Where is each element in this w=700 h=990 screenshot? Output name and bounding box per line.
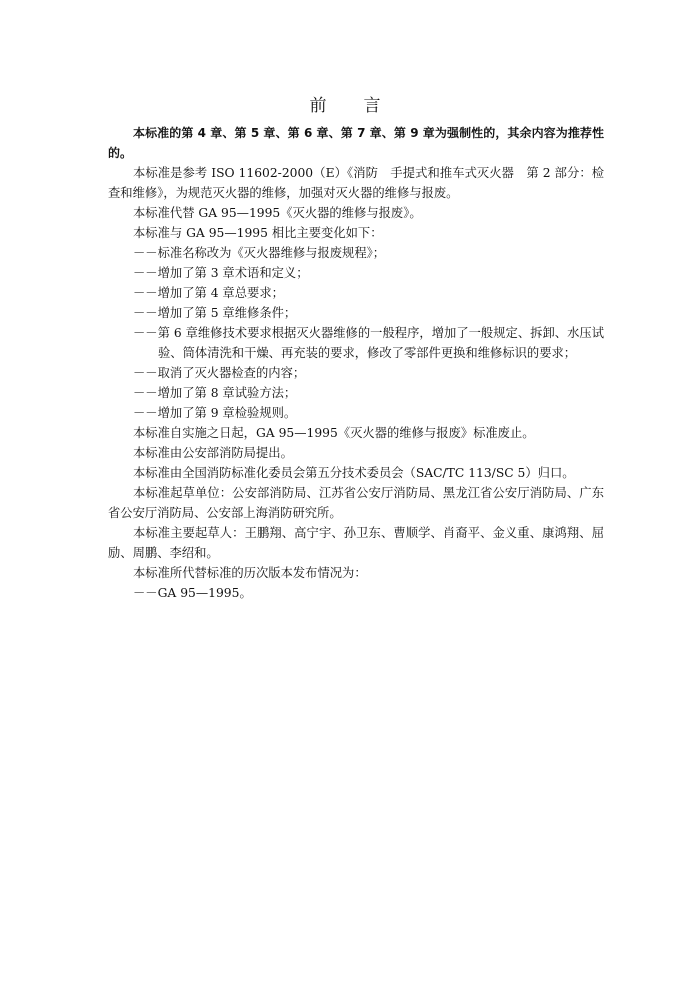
paragraph-centralized-by: 本标准由全国消防标准化委员会第五分技术委员会（SAC/TC 113/SC 5）归口。 xyxy=(133,466,575,480)
history-item: －－GA 95—1995。 xyxy=(133,586,252,600)
paragraph-reference: 本标准是参考 ISO 11602-2000（E）《消防 手提式和推车式灭火器 第 2 部分：检查和维修》，为规范灭火器的维修，加强对灭火器的维修与报废。 xyxy=(108,166,604,200)
paragraph-changes-intro: 本标准与 GA 95—1995 相比主要变化如下： xyxy=(133,226,383,240)
change-item: －－第 6 章维修技术要求根据灭火器维修的一般程序，增加了一般规定、拆卸、水压试验、筒体清洗和干燥、再充装的要求，修改了零部件更换和维修标识的要求； xyxy=(133,326,604,360)
paragraph-replaces: 本标准代替 GA 95—1995《灭火器的维修与报废》。 xyxy=(133,206,422,220)
paragraph-drafting-units: 本标准起草单位：公安部消防局、江苏省公安厅消防局、黑龙江省公安厅消防局、广东省公安厅消防局、公安部上海消防研究所。 xyxy=(108,486,604,520)
change-item: －－增加了第 4 章总要求； xyxy=(133,286,284,300)
paragraph-proposed-by: 本标准由公安部消防局提出。 xyxy=(133,446,293,460)
paragraph-history-intro: 本标准所代替标准的历次版本发布情况为： xyxy=(133,566,367,580)
change-item: －－标准名称改为《灭火器维修与报废规程》； xyxy=(133,246,386,260)
change-item: －－增加了第 9 章检验规则。 xyxy=(133,406,297,420)
paragraph-mandatory-clauses: 本标准的第 4 章、第 5 章、第 6 章、第 7 章、第 9 章为强制性的，其余内容为推荐性的。 xyxy=(108,126,604,160)
foreword-body xyxy=(108,123,604,603)
change-item: －－增加了第 8 章试验方法； xyxy=(133,386,297,400)
page-title: 前 言 xyxy=(309,96,391,116)
change-item: －－取消了灭火器检查的内容； xyxy=(133,366,306,380)
paragraph-drafters: 本标准主要起草人：王鹏翔、高宁宇、孙卫东、曹顺学、肖裔平、金义重、康鸿翔、屈励、周鹏、李绍和。 xyxy=(108,526,604,560)
paragraph-abolish: 本标准自实施之日起，GA 95—1995《灭火器的维修与报废》标准废止。 xyxy=(133,426,535,440)
change-item: －－增加了第 5 章维修条件； xyxy=(133,306,297,320)
change-item: －－增加了第 3 章术语和定义； xyxy=(133,266,309,280)
